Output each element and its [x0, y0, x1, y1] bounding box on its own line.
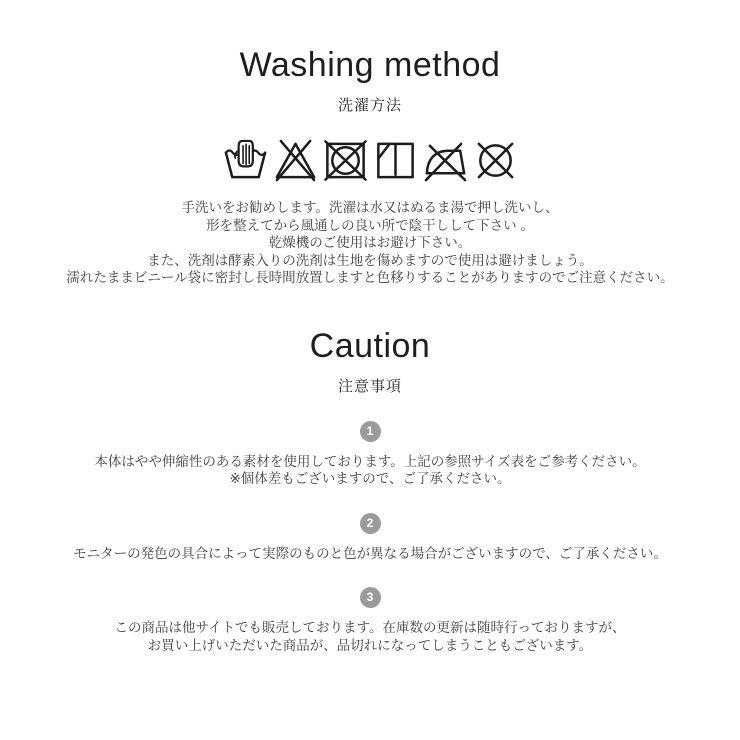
- washing-instruction-line: 濡れたままビニール袋に密封し長時間放置しますと色移りすることがありますのでご注意ください。: [66, 270, 674, 286]
- number-badge-3: 3: [360, 587, 381, 608]
- caution-item-1: [0, 396, 740, 488]
- washing-instruction-line: また、洗剤は酵素入りの洗剤は生地を傷めますので使用は避けましょう。: [147, 252, 593, 268]
- caution-subtitle-ja: 注意事項: [337, 377, 402, 395]
- caution-item-3: [0, 562, 740, 654]
- caution-title: Caution: [309, 326, 431, 365]
- laundry-care-symbols: [0, 137, 740, 184]
- caution-section: [0, 327, 740, 655]
- do-not-iron-icon: [422, 137, 469, 184]
- washing-instruction-line: 形を整えてから風通しの良い所で陰干しして下さい 。: [206, 217, 534, 233]
- do-not-tumble-dry-icon: [322, 137, 369, 184]
- washing-method-section: [0, 46, 740, 287]
- washing-instruction-line: 手洗いをお勧めします。洗濯は水又はぬるま湯で押し洗いし、: [181, 200, 559, 216]
- washing-method-title: Washing method: [239, 46, 501, 84]
- washing-method-subtitle-ja: 洗濯方法: [337, 97, 402, 115]
- caution-item-3-text: [0, 619, 740, 654]
- hand-wash-icon: [222, 137, 269, 184]
- number-badge-2: 2: [360, 513, 381, 534]
- do-not-bleach-icon: [272, 137, 319, 184]
- caution-item-2-text: [0, 545, 740, 563]
- washing-instruction-line: 乾燥機のご使用はお避け下さい。: [268, 235, 472, 251]
- do-not-dry-clean-icon: [472, 137, 519, 184]
- caution-text-line: ※個体差もございますので、ご了承ください。: [229, 471, 511, 487]
- caution-text-line: お買い上げいただいた商品が、品切れになってしまうこともございます。: [147, 637, 593, 653]
- caution-item-2: [0, 488, 740, 563]
- hang-dry-in-shade-icon: [372, 137, 419, 184]
- washing-instructions: [0, 199, 740, 287]
- caution-text-line: モニターの発色の具合によって実際のものと色が異なる場合がございますので、ご了承ください。: [73, 545, 667, 561]
- caution-item-1-text: [0, 453, 740, 488]
- number-badge-1: 1: [360, 421, 381, 442]
- caution-text-line: 本体はやや伸縮性のある素材を使用しております。上記の参照サイズ表をご参考ください。: [94, 453, 646, 469]
- caution-text-line: この商品は他サイトでも販売しております。在庫数の更新は随時行っておりますが、: [114, 620, 626, 636]
